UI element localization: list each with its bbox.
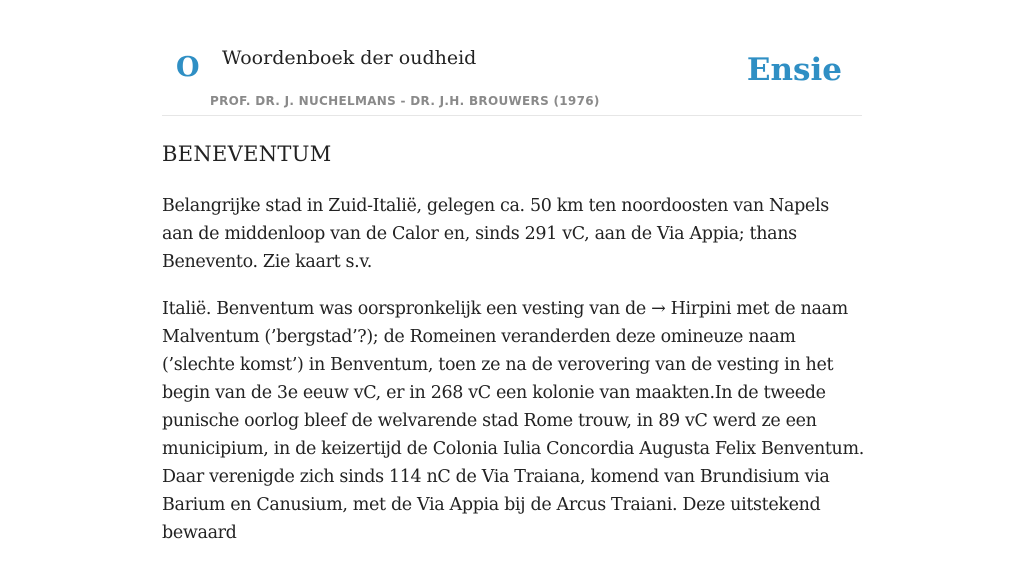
entry-paragraph: Belangrijke stad in Zuid-Italië, gelegen ca. 50 km ten noordoosten van Napels aan de middenloop van de Calor en, sinds 291 vC, aan de Via Appia; thans Benevento. Zie kaart s.v. [162,196,829,272]
book-title[interactable]: Woordenboek der oudheid [222,47,477,69]
book-authors: PROF. DR. J. NUCHELMANS - DR. J.H. BROUWERS (1976) [210,94,600,108]
book-letter[interactable]: O [176,52,200,83]
entry-paragraph: Italië. Benventum was oorspronkelijk een vesting van de → Hirpini met de naam Malventum (’bergstad’?); de Romeinen veranderden deze omineuze naam (’slechte komst’) in Benventum, toen ze na de verovering van de vesting in het begin van de 3e eeuw vC, er in 268 vC een kolonie van maakten.In de tweede punische oorlog bleef de welvarende stad Rome trouw, in 89 vC werd ze een municipium, in de keizertijd de Colonia Iulia Concordia Augusta Felix Benventum. Daar verenigde zich sinds 114 nC de Via Traiana, komend van Brundisium via Barium en Canusium, met de Via Appia bij de Arcus Traiani. Deze uitstekend bewaard [162,299,864,543]
book-header [162,38,862,116]
entry-title: BENEVENTUM [162,142,332,166]
ensie-logo[interactable]: Ensie [746,52,842,88]
entry-body [162,192,864,566]
